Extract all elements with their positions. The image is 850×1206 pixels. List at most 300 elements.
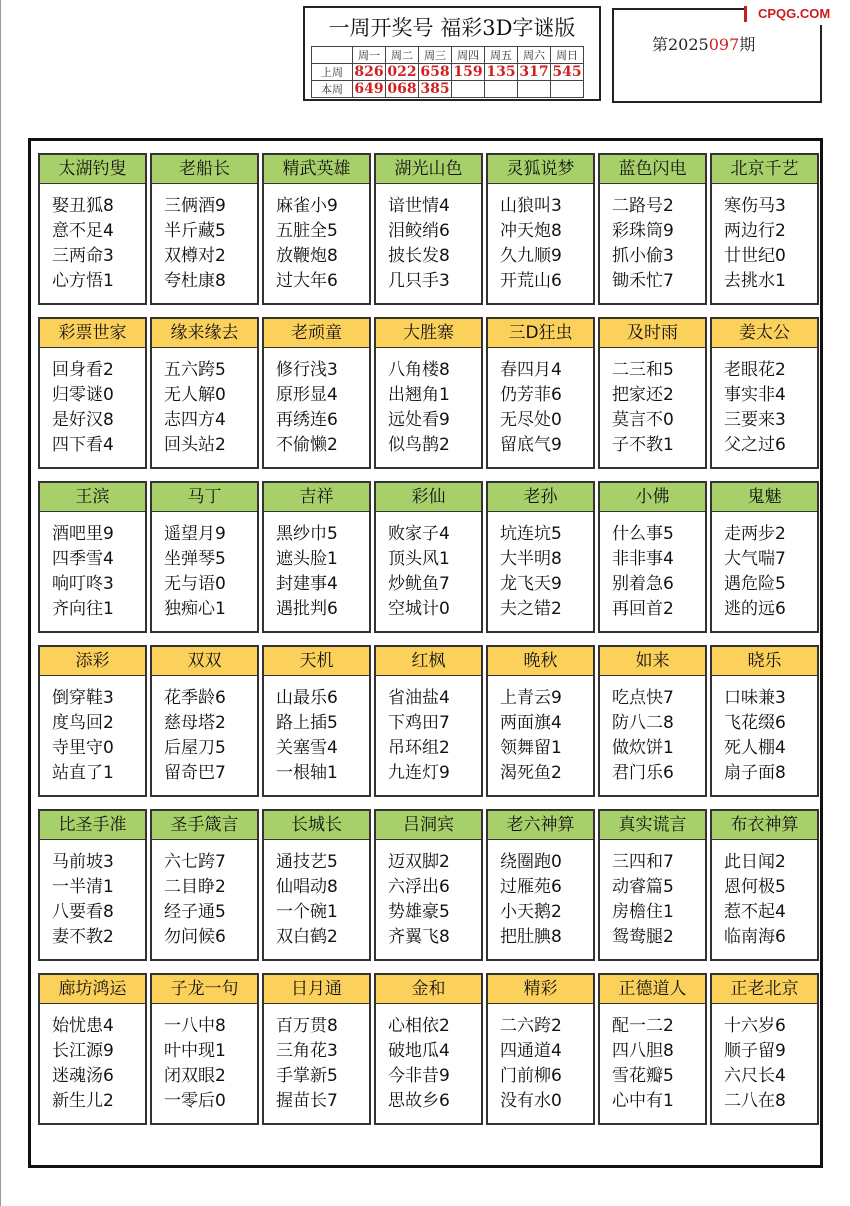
riddle-card xyxy=(374,973,483,1125)
riddle-line: 破地瓜4 xyxy=(388,1041,450,1061)
riddle-line: 黑纱巾5 xyxy=(276,524,338,544)
week-day-header-row xyxy=(312,47,584,64)
riddle-line: 锄禾忙7 xyxy=(612,271,674,291)
riddle-card xyxy=(374,481,483,633)
riddle-card xyxy=(38,153,147,305)
riddle-line: 去挑水1 xyxy=(724,271,786,291)
card-title: 圣手箴言 xyxy=(152,811,257,840)
riddle-card xyxy=(598,645,707,797)
card-lines xyxy=(488,676,593,786)
card-lines xyxy=(376,184,481,294)
riddle-line: 二目睁2 xyxy=(164,877,226,897)
riddle-line: 无人解0 xyxy=(164,385,226,405)
riddle-line: 手掌新5 xyxy=(276,1066,338,1086)
riddle-line: 坐弹琴5 xyxy=(164,549,226,569)
issue-number xyxy=(652,32,755,55)
riddle-line: 雪花瓣5 xyxy=(612,1066,674,1086)
row-label: 本周 xyxy=(312,81,353,98)
riddle-card xyxy=(150,317,259,469)
card-lines xyxy=(264,348,369,458)
day-header: 周日 xyxy=(551,47,584,64)
riddle-line: 把肚腆8 xyxy=(500,927,562,947)
riddle-line: 二八在8 xyxy=(724,1091,786,1111)
riddle-line: 酒吧里9 xyxy=(52,524,114,544)
card-lines xyxy=(712,1004,817,1114)
card-lines xyxy=(40,676,145,786)
card-lines xyxy=(152,512,257,622)
card-lines xyxy=(712,348,817,458)
draw-number xyxy=(452,81,485,98)
riddle-line: 两边行2 xyxy=(724,221,786,241)
riddle-line: 配一二2 xyxy=(612,1016,674,1036)
card-title: 彩票世家 xyxy=(40,319,145,348)
riddle-line: 冲天炮8 xyxy=(500,221,562,241)
riddle-line: 妻不教2 xyxy=(52,927,114,947)
card-lines xyxy=(152,1004,257,1114)
riddle-line: 无尽处0 xyxy=(500,410,562,430)
riddle-line: 抓小偷3 xyxy=(612,246,674,266)
riddle-line: 败家子4 xyxy=(388,524,450,544)
riddle-line: 三两命3 xyxy=(52,246,114,266)
riddle-line: 麻雀小9 xyxy=(276,196,338,216)
riddle-card xyxy=(710,973,819,1125)
card-title: 长城长 xyxy=(264,811,369,840)
riddle-line: 吃点快7 xyxy=(612,688,674,708)
riddle-line: 迷魂汤6 xyxy=(52,1066,114,1086)
riddle-line: 度鸟回2 xyxy=(52,713,114,733)
draw-number xyxy=(551,81,584,98)
riddle-line: 山最乐6 xyxy=(276,688,338,708)
draw-number: 135 xyxy=(486,64,516,80)
riddle-line: 长江源9 xyxy=(52,1041,114,1061)
riddle-line: 娶丑狐8 xyxy=(52,196,114,216)
weekly-draw-box xyxy=(303,6,601,101)
riddle-line: 今非昔9 xyxy=(388,1066,450,1086)
card-title: 老船长 xyxy=(152,155,257,184)
riddle-line: 八要看8 xyxy=(52,902,114,922)
riddle-line: 再回首2 xyxy=(612,599,674,619)
riddle-line: 六浮出6 xyxy=(388,877,450,897)
card-title: 小佛 xyxy=(600,483,705,512)
riddle-line: 归零谜0 xyxy=(52,385,114,405)
riddle-line: 做炊饼1 xyxy=(612,738,674,758)
riddle-card xyxy=(374,153,483,305)
riddle-line: 三要来3 xyxy=(724,410,786,430)
riddle-line: 握苗长7 xyxy=(276,1091,338,1111)
card-title: 湖光山色 xyxy=(376,155,481,184)
card-title: 鬼魅 xyxy=(712,483,817,512)
riddle-line: 扇子面8 xyxy=(724,763,786,783)
riddle-line: 父之过6 xyxy=(724,435,786,455)
riddle-line: 动睿篇5 xyxy=(612,877,674,897)
riddle-line: 寒伤马3 xyxy=(724,196,786,216)
riddle-line: 顶头风1 xyxy=(388,549,450,569)
riddle-line: 修行浅3 xyxy=(276,360,338,380)
riddle-line: 吊环组2 xyxy=(388,738,450,758)
card-title: 日月通 xyxy=(264,975,369,1004)
riddle-card xyxy=(38,481,147,633)
card-lines xyxy=(600,840,705,950)
riddle-line: 五脏全5 xyxy=(276,221,338,241)
riddle-line: 子不教1 xyxy=(612,435,674,455)
riddle-line: 齐向往1 xyxy=(52,599,114,619)
card-title: 蓝色闪电 xyxy=(600,155,705,184)
riddle-line: 谙世情4 xyxy=(388,196,450,216)
riddle-line: 惹不起4 xyxy=(724,902,786,922)
card-title: 正德道人 xyxy=(600,975,705,1004)
card-lines xyxy=(376,676,481,786)
riddle-card xyxy=(374,809,483,961)
card-title: 晓乐 xyxy=(712,647,817,676)
card-lines xyxy=(600,676,705,786)
card-title: 吕洞宾 xyxy=(376,811,481,840)
card-lines xyxy=(488,840,593,950)
riddle-line: 上青云9 xyxy=(500,688,562,708)
riddle-line: 四下看4 xyxy=(52,435,114,455)
riddle-line: 一根轴1 xyxy=(276,763,338,783)
riddle-line: 两面旗4 xyxy=(500,713,562,733)
card-title: 王滨 xyxy=(40,483,145,512)
riddle-line: 渴死鱼2 xyxy=(500,763,562,783)
riddle-line: 遥望月9 xyxy=(164,524,226,544)
riddle-card xyxy=(710,645,819,797)
riddle-card xyxy=(486,645,595,797)
riddle-card xyxy=(150,809,259,961)
riddle-line: 站直了1 xyxy=(52,763,114,783)
riddle-line: 别着急6 xyxy=(612,574,674,594)
card-title: 添彩 xyxy=(40,647,145,676)
riddle-line: 久九顺9 xyxy=(500,246,562,266)
card-title: 比圣手准 xyxy=(40,811,145,840)
riddle-line: 远处看9 xyxy=(388,410,450,430)
riddle-line: 防八二8 xyxy=(612,713,674,733)
riddle-line: 恩何极5 xyxy=(724,877,786,897)
site-watermark xyxy=(744,3,850,25)
riddle-line: 坑连坑5 xyxy=(500,524,562,544)
riddle-card xyxy=(710,153,819,305)
watermark-text: CPQG.COM xyxy=(758,6,831,21)
card-lines xyxy=(376,512,481,622)
riddle-line: 原形显4 xyxy=(276,385,338,405)
riddle-line: 山狼叫3 xyxy=(500,196,562,216)
riddle-line: 几只手3 xyxy=(388,271,450,291)
riddle-card xyxy=(150,481,259,633)
riddle-line: 仍芳菲6 xyxy=(500,385,562,405)
riddle-line: 遇批判6 xyxy=(276,599,338,619)
riddle-card xyxy=(38,809,147,961)
card-title: 老孙 xyxy=(488,483,593,512)
riddle-line: 非非事4 xyxy=(612,549,674,569)
card-title: 吉祥 xyxy=(264,483,369,512)
riddle-line: 意不足4 xyxy=(52,221,114,241)
card-lines xyxy=(264,512,369,622)
riddle-line: 齐翼飞8 xyxy=(388,927,450,947)
riddle-line: 留奇巴7 xyxy=(164,763,226,783)
riddle-line: 二三和5 xyxy=(612,360,674,380)
riddle-line: 仙唱动8 xyxy=(276,877,338,897)
riddle-line: 什么事5 xyxy=(612,524,674,544)
riddle-line: 下鸡田7 xyxy=(388,713,450,733)
riddle-card xyxy=(150,973,259,1125)
riddle-line: 六尺长4 xyxy=(724,1066,786,1086)
riddle-card xyxy=(486,973,595,1125)
riddle-line: 似鸟鹊2 xyxy=(388,435,450,455)
card-title: 大胜寨 xyxy=(376,319,481,348)
riddle-line: 门前柳6 xyxy=(500,1066,562,1086)
card-lines xyxy=(376,1004,481,1114)
riddle-line: 临南海6 xyxy=(724,927,786,947)
riddle-card xyxy=(374,645,483,797)
draw-number: 068 xyxy=(387,81,417,97)
riddle-line: 六七跨7 xyxy=(164,852,226,872)
draw-number: 022 xyxy=(387,64,417,80)
riddle-card xyxy=(150,153,259,305)
card-title: 真实谎言 xyxy=(600,811,705,840)
riddle-line: 经子通5 xyxy=(164,902,226,922)
card-lines xyxy=(712,676,817,786)
weekly-draw-title: 一周开奖号 福彩3D字谜版 xyxy=(328,16,576,40)
watermark-bar xyxy=(744,6,747,22)
riddle-line: 路上插5 xyxy=(276,713,338,733)
draw-number: 385 xyxy=(420,81,450,97)
riddle-line: 回身看2 xyxy=(52,360,114,380)
riddle-line: 此日闻2 xyxy=(724,852,786,872)
riddle-line: 鸳鸯腿2 xyxy=(612,927,674,947)
riddle-line: 封建事4 xyxy=(276,574,338,594)
riddle-line: 百万贯8 xyxy=(276,1016,338,1036)
riddle-line: 思故乡6 xyxy=(388,1091,450,1111)
riddle-line: 走两步2 xyxy=(724,524,786,544)
riddle-line: 遇危险5 xyxy=(724,574,786,594)
day-header: 周四 xyxy=(452,47,485,64)
draw-number: 826 xyxy=(354,64,384,80)
riddle-line: 廿世纪0 xyxy=(724,246,786,266)
riddle-line: 夫之错2 xyxy=(500,599,562,619)
card-title: 廊坊鸿运 xyxy=(40,975,145,1004)
riddle-line: 二六跨2 xyxy=(500,1016,562,1036)
card-lines xyxy=(152,184,257,294)
riddle-line: 空城计0 xyxy=(388,599,450,619)
draw-number xyxy=(518,81,551,98)
riddle-line: 寺里守0 xyxy=(52,738,114,758)
riddle-line: 四季雪4 xyxy=(52,549,114,569)
riddle-card xyxy=(710,481,819,633)
riddle-card xyxy=(710,809,819,961)
riddle-line: 出翘角1 xyxy=(388,385,450,405)
card-title: 子龙一句 xyxy=(152,975,257,1004)
riddle-line: 省油盐4 xyxy=(388,688,450,708)
riddle-card xyxy=(598,153,707,305)
riddle-line: 心中有1 xyxy=(612,1091,674,1111)
issue-prefix: 第2025 xyxy=(652,35,709,54)
day-header: 周六 xyxy=(518,47,551,64)
card-title: 及时雨 xyxy=(600,319,705,348)
card-title: 北京千艺 xyxy=(712,155,817,184)
card-lines xyxy=(712,840,817,950)
riddle-line: 心方悟1 xyxy=(52,271,114,291)
riddle-line: 响叮咚3 xyxy=(52,574,114,594)
card-title: 缘来缘去 xyxy=(152,319,257,348)
riddle-line: 龙飞天9 xyxy=(500,574,562,594)
card-title: 双双 xyxy=(152,647,257,676)
card-title: 老顽童 xyxy=(264,319,369,348)
riddle-line: 炒鱿鱼7 xyxy=(388,574,450,594)
card-lines xyxy=(152,840,257,950)
day-header: 周一 xyxy=(353,47,386,64)
riddle-line: 逃的远6 xyxy=(724,599,786,619)
riddle-line: 春四月4 xyxy=(500,360,562,380)
card-title: 正老北京 xyxy=(712,975,817,1004)
riddle-line: 双樽对2 xyxy=(164,246,226,266)
draw-number: 545 xyxy=(552,64,582,80)
card-lines xyxy=(40,1004,145,1114)
riddle-line: 势雄豪5 xyxy=(388,902,450,922)
riddle-line: 一零后0 xyxy=(164,1091,226,1111)
riddle-line: 心相依2 xyxy=(388,1016,450,1036)
riddle-line: 口味兼3 xyxy=(724,688,786,708)
riddle-line: 勿问候6 xyxy=(164,927,226,947)
riddle-line: 君门乐6 xyxy=(612,763,674,783)
corner-cell xyxy=(312,47,353,64)
card-title: 马丁 xyxy=(152,483,257,512)
row-label: 上周 xyxy=(312,64,353,81)
draw-number: 159 xyxy=(453,64,483,80)
riddle-card xyxy=(598,973,707,1125)
riddle-line: 不偷懒2 xyxy=(276,435,338,455)
card-lines xyxy=(712,184,817,294)
riddle-line: 双白鹤2 xyxy=(276,927,338,947)
draw-number: 649 xyxy=(354,81,384,97)
riddle-line: 慈母塔2 xyxy=(164,713,226,733)
riddle-card xyxy=(38,973,147,1125)
riddle-board xyxy=(28,138,823,1168)
card-title: 金和 xyxy=(376,975,481,1004)
card-lines xyxy=(376,840,481,950)
card-title: 如来 xyxy=(600,647,705,676)
riddle-card xyxy=(262,809,371,961)
card-lines xyxy=(376,348,481,458)
riddle-line: 莫言不0 xyxy=(612,410,674,430)
riddle-line: 叶中现1 xyxy=(164,1041,226,1061)
riddle-line: 后屋刀5 xyxy=(164,738,226,758)
riddle-card xyxy=(598,809,707,961)
riddle-line: 房檐住1 xyxy=(612,902,674,922)
riddle-line: 闭双眼2 xyxy=(164,1066,226,1086)
riddle-line: 一八中8 xyxy=(164,1016,226,1036)
card-title: 精彩 xyxy=(488,975,593,1004)
issue-code: 097 xyxy=(708,35,740,54)
riddle-line: 开荒山6 xyxy=(500,271,562,291)
riddle-line: 过大年6 xyxy=(276,271,338,291)
riddle-line: 是好汉8 xyxy=(52,410,114,430)
this-week-row xyxy=(312,81,584,98)
riddle-card xyxy=(486,481,595,633)
riddle-line: 放鞭炮8 xyxy=(276,246,338,266)
riddle-line: 没有水0 xyxy=(500,1091,562,1111)
riddle-line: 披长发8 xyxy=(388,246,450,266)
card-title: 天机 xyxy=(264,647,369,676)
riddle-line: 半斤藏5 xyxy=(164,221,226,241)
riddle-line: 顺子留9 xyxy=(724,1041,786,1061)
card-lines xyxy=(152,348,257,458)
last-week-row xyxy=(312,64,584,81)
card-lines xyxy=(600,348,705,458)
riddle-card xyxy=(598,317,707,469)
riddle-card xyxy=(262,973,371,1125)
day-header: 周三 xyxy=(419,47,452,64)
draw-number: 658 xyxy=(420,64,450,80)
riddle-line: 一个碗1 xyxy=(276,902,338,922)
riddle-line: 无与语0 xyxy=(164,574,226,594)
riddle-card xyxy=(262,481,371,633)
riddle-line: 夸杜康8 xyxy=(164,271,226,291)
riddle-line: 绕圈跑0 xyxy=(500,852,562,872)
riddle-line: 把家还2 xyxy=(612,385,674,405)
riddle-line: 关塞雪4 xyxy=(276,738,338,758)
draw-number xyxy=(485,81,518,98)
card-lines xyxy=(488,512,593,622)
card-lines xyxy=(600,184,705,294)
riddle-line: 志四方4 xyxy=(164,410,226,430)
card-title: 姜太公 xyxy=(712,319,817,348)
riddle-line: 始忧患4 xyxy=(52,1016,114,1036)
riddle-line: 马前坡3 xyxy=(52,852,114,872)
riddle-card xyxy=(486,317,595,469)
riddle-card xyxy=(710,317,819,469)
riddle-line: 花季龄6 xyxy=(164,688,226,708)
riddle-line: 彩珠筒9 xyxy=(612,221,674,241)
riddle-line: 八角楼8 xyxy=(388,360,450,380)
riddle-line: 十六岁6 xyxy=(724,1016,786,1036)
riddle-card xyxy=(374,317,483,469)
card-title: 精武英雄 xyxy=(264,155,369,184)
riddle-line: 大气喘7 xyxy=(724,549,786,569)
card-lines xyxy=(264,184,369,294)
card-title: 彩仙 xyxy=(376,483,481,512)
riddle-line: 过雁苑6 xyxy=(500,877,562,897)
card-lines xyxy=(600,512,705,622)
riddle-line: 三四和7 xyxy=(612,852,674,872)
riddle-card xyxy=(38,317,147,469)
day-header: 周五 xyxy=(485,47,518,64)
riddle-card xyxy=(38,645,147,797)
riddle-line: 四八胆8 xyxy=(612,1041,674,1061)
card-lines xyxy=(488,348,593,458)
card-title: 晚秋 xyxy=(488,647,593,676)
draw-number: 317 xyxy=(519,64,549,80)
card-lines xyxy=(264,676,369,786)
riddle-card xyxy=(262,645,371,797)
riddle-line: 飞花缀6 xyxy=(724,713,786,733)
riddle-line: 三角花3 xyxy=(276,1041,338,1061)
card-title: 太湖钓叟 xyxy=(40,155,145,184)
card-lines xyxy=(488,1004,593,1114)
riddle-line: 小天鹅2 xyxy=(500,902,562,922)
page-left-border xyxy=(0,0,1,1206)
card-lines xyxy=(712,512,817,622)
card-lines xyxy=(152,676,257,786)
riddle-line: 死人棚4 xyxy=(724,738,786,758)
card-lines xyxy=(40,184,145,294)
riddle-line: 事实非4 xyxy=(724,385,786,405)
card-lines xyxy=(40,348,145,458)
riddle-card xyxy=(262,317,371,469)
card-lines xyxy=(40,840,145,950)
riddle-card xyxy=(150,645,259,797)
riddle-line: 迈双脚2 xyxy=(388,852,450,872)
riddle-line: 九连灯9 xyxy=(388,763,450,783)
riddle-line: 回头站2 xyxy=(164,435,226,455)
